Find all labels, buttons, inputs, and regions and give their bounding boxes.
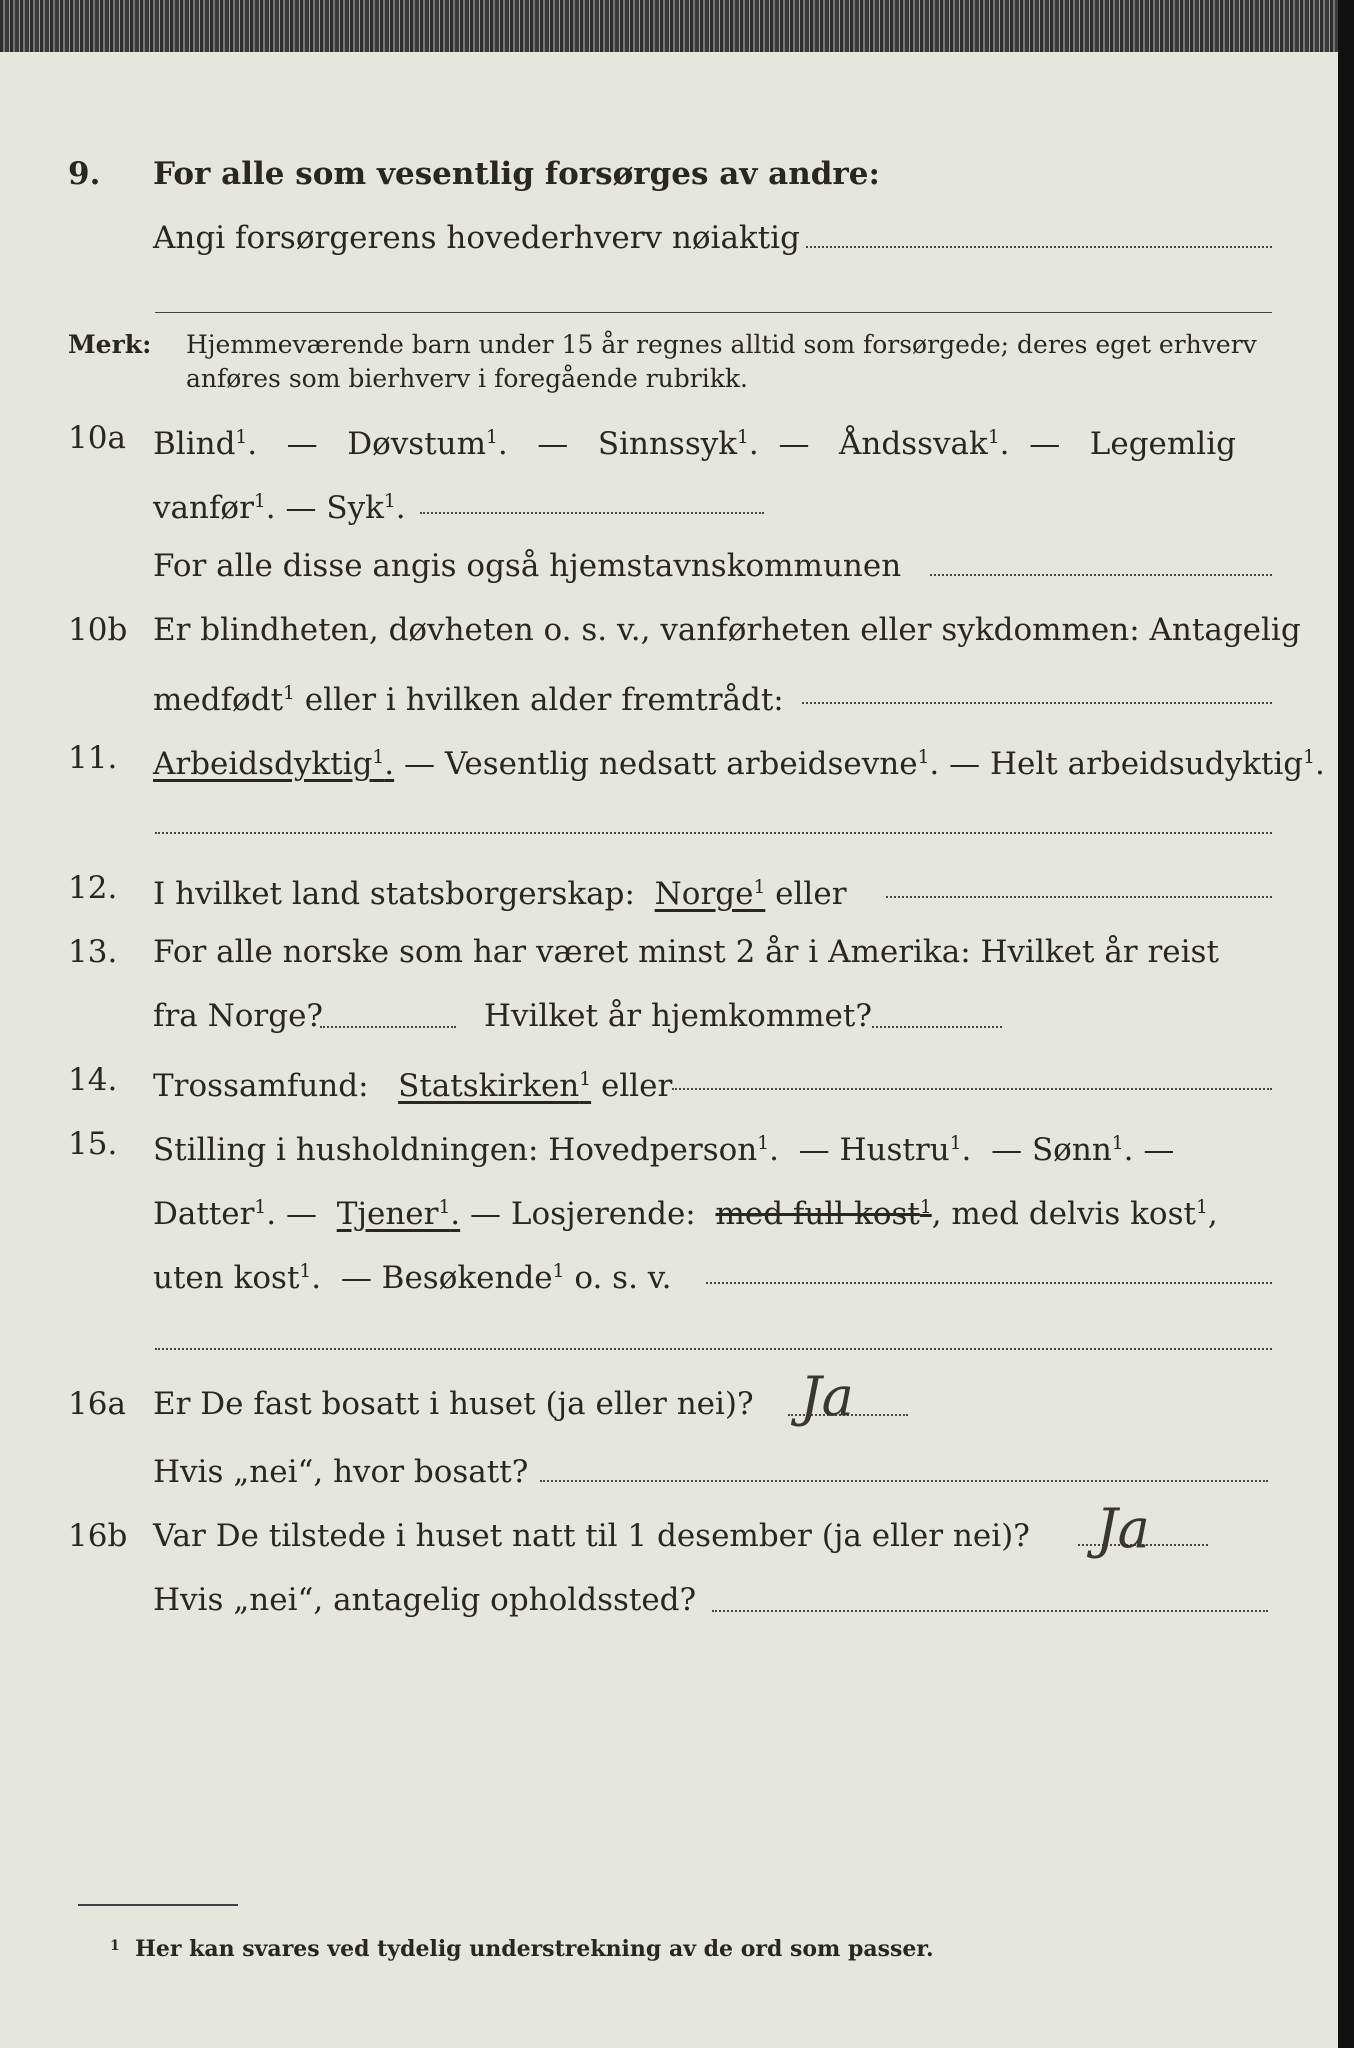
struck-full-kost: med full kost$^1$ — [715, 1196, 932, 1233]
question-15-line2: Datter$^1$. — Tjener$^1$. — Losjerende: med full kost$^1$, med delvis kost$^1$, — [153, 1196, 1218, 1233]
answer-line-11 — [155, 832, 1272, 834]
merk-note-line2: anføres som bierhverv i foregående rubrikk. — [186, 364, 748, 393]
scan-edge-right — [1338, 0, 1354, 2048]
answer-line-13-hjemkommet — [872, 1026, 1002, 1028]
question-11: 11. Arbeidsdyktig$^1$. — Vesentlig nedsatt arbeidsevne$^1$. — Helt arbeidsudyktig$^1$. — [68, 740, 1325, 783]
answer-line-16b-opholdssted — [712, 1610, 1268, 1612]
question-16b-line2: Hvis „nei“, antagelig opholdssted? — [153, 1582, 697, 1618]
answer-line-9 — [806, 246, 1272, 248]
handwritten-answer-16b: Ja — [1096, 1497, 1150, 1560]
question-10b-line1: 10b Er blindheten, døvheten o. s. v., vanførheten eller sykdommen: Antagelig — [68, 612, 1301, 648]
question-9-line2: Angi forsørgerens hovederhverv nøiaktig — [153, 220, 800, 256]
scan-edge-top — [0, 0, 1338, 52]
question-13-line2: fra Norge? Hvilket år hjemkommet? — [153, 998, 872, 1034]
footnote-rule — [78, 1904, 238, 1906]
question-12: 12. I hvilket land statsborgerskap: Norge$^1$ eller — [68, 870, 847, 913]
answer-line-15b — [155, 1348, 1272, 1350]
divider-9 — [155, 312, 1272, 313]
answer-line-10a-syk — [420, 512, 764, 514]
answer-line-15 — [706, 1282, 1272, 1284]
question-15-line1: 15. Stilling i husholdningen: Hovedperson$^1$. — Hustru$^1$. — Sønn$^1$. — — [68, 1126, 1175, 1169]
question-16a-line1: 16a Er De fast bosatt i huset (ja eller nei)? — [68, 1386, 754, 1422]
answer-line-10b — [802, 702, 1272, 704]
question-10b-line2: medfødt$^1$ eller i hvilken alder fremtrådt: — [153, 682, 784, 719]
answer-line-13-reist — [320, 1026, 456, 1028]
answer-line-10a-kommune — [930, 574, 1272, 576]
question-16a-line2: Hvis „nei“, hvor bosatt? — [153, 1454, 529, 1490]
question-14: 14. Trossamfund: Statskirken$^1$ eller — [68, 1062, 673, 1105]
question-10a-line2: vanfør$^1$. — Syk$^1$. — [153, 490, 406, 527]
answer-line-14 — [672, 1088, 1272, 1090]
handwritten-answer-16a: Ja — [800, 1365, 854, 1428]
underlined-arbeidsdyktig: Arbeidsdyktig$^1$. — [153, 746, 395, 783]
question-10a-line1: 10a Blind$^1$. — Døvstum$^1$. — Sinnssyk$^1$. — Åndssvak$^1$. — Legemlig — [68, 420, 1236, 463]
question-10a-line3: For alle disse angis også hjemstavnskommunen — [153, 548, 902, 584]
question-16b-line1: 16b Var De tilstede i huset natt til 1 desember (ja eller nei)? — [68, 1518, 1030, 1554]
answer-line-12 — [886, 896, 1272, 898]
answer-line-16a-bosatt — [540, 1480, 1268, 1482]
question-13-line1: 13. For alle norske som har været minst 2 år i Amerika: Hvilket år reist — [68, 934, 1219, 970]
merk-note: Merk: Hjemmeværende barn under 15 år regnes alltid som forsørgede; deres eget erhverv — [68, 330, 1257, 359]
underlined-norge: Norge$^1$ — [654, 876, 766, 913]
question-15-line3: uten kost$^1$. — Besøkende$^1$ o. s. v. — [153, 1260, 672, 1297]
underlined-statskirken: Statskirken$^1$ — [398, 1068, 592, 1105]
question-9-line1: 9. For alle som vesentlig forsørges av andre: — [68, 156, 880, 192]
footnote: $^1$ Her kan svares ved tydelig understrekning av de ord som passer. — [110, 1936, 934, 1962]
underlined-tjener: Tjener$^1$. — [336, 1196, 461, 1233]
